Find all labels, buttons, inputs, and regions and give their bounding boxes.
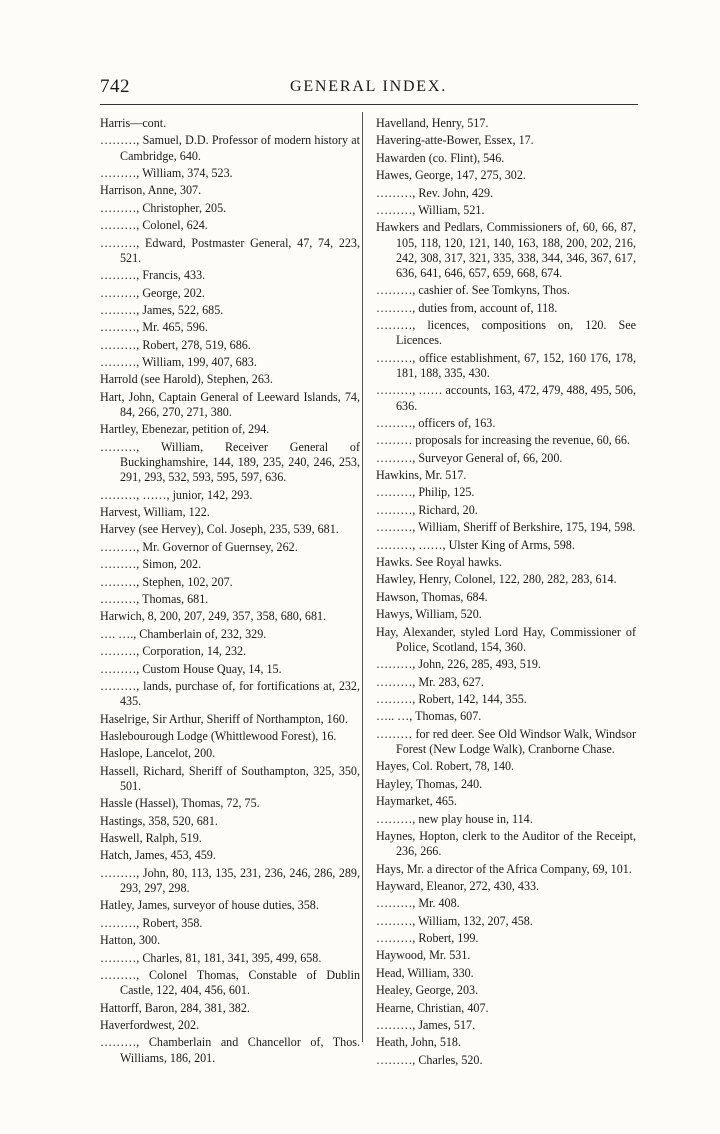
index-entry: ………, Robert, 358.	[100, 915, 203, 930]
right-index-column	[376, 116, 636, 1070]
index-entry: Hawys, William, 520.	[376, 607, 482, 622]
index-entry: ………, Samuel, D.D. Professor of modern history at Cambridge, 640.	[100, 133, 360, 163]
index-entry: ………, Robert, 142, 144, 355.	[376, 691, 527, 706]
left-index-column	[100, 116, 360, 1068]
column-divider	[362, 112, 363, 1042]
index-entry: Hawson, Thomas, 684.	[376, 589, 488, 604]
index-entry: ………, John, 80, 113, 135, 231, 236, 246, 286, 289, 293, 297, 298.	[100, 865, 360, 896]
index-entry: ………, duties from, account of, 118.	[376, 300, 558, 315]
index-entry: ………, Custom House Quay, 14, 15.	[100, 661, 282, 676]
index-entry: Hatch, James, 453, 459.	[100, 848, 216, 863]
index-entry: Hartley, Ebenezar, petition of, 294.	[100, 422, 270, 437]
index-entry: Hays, Mr. a director of the Africa Company, 69, 101.	[376, 861, 632, 876]
index-entry: ………, …… accounts, 163, 472, 479, 488, 495, 506, 636.	[376, 383, 636, 413]
header-rule	[100, 104, 638, 105]
index-entry: ……… proposals for increasing the revenue, 60, 66.	[376, 433, 630, 448]
index-entry: ………, Surveyor General of, 66, 200.	[376, 450, 563, 465]
index-entry: Hearne, Christian, 407.	[376, 1000, 489, 1015]
index-entry: ………, William, 521.	[376, 202, 485, 217]
index-entry: Haswell, Ralph, 519.	[100, 831, 202, 846]
index-entry: ………, Charles, 520.	[376, 1052, 483, 1067]
index-entry: ………, Mr. Governor of Guernsey, 262.	[100, 539, 298, 554]
index-entry: Healey, George, 203.	[376, 983, 479, 998]
index-entry: ………, Rev. John, 429.	[376, 185, 494, 200]
index-entry: Haymarket, 465.	[376, 794, 457, 809]
index-entry: ………, office establishment, 67, 152, 160 176, 178, 181, 188, 335, 430.	[376, 350, 636, 380]
index-entry: ………, lands, purchase of, for fortifications at, 232, 435.	[100, 678, 360, 709]
index-entry: ………, William, Sheriff of Berkshire, 175, 194, 598.	[376, 520, 636, 535]
index-entry: Hawks. See Royal hawks.	[376, 555, 502, 570]
page-number: 742	[100, 76, 130, 97]
index-entry: Haselrige, Sir Arthur, Sheriff of Northampton, 160.	[100, 711, 348, 726]
page-header	[100, 76, 640, 102]
index-entry: Hawarden (co. Flint), 546.	[376, 150, 505, 165]
index-entry: Hayes, Col. Robert, 78, 140.	[376, 759, 515, 774]
index-entry: Harvest, William, 122.	[100, 505, 210, 520]
index-entry: ………, Chamberlain and Chancellor of, Thos. Williams, 186, 201.	[100, 1035, 360, 1065]
index-entry: ………, Thomas, 681.	[100, 592, 209, 606]
index-entry: ………, Simon, 202.	[100, 557, 202, 572]
index-entry: Haverfordwest, 202.	[100, 1018, 200, 1033]
index-entry: ………, Charles, 81, 181, 341, 395, 499, 658.	[100, 950, 322, 965]
index-entry: ………, William, Receiver General of Buckinghamshire, 144, 189, 235, 240, 246, 253, 291, 293, 532, 593, 595, 597, 636.	[100, 439, 360, 485]
index-entry: ………, Edward, Postmaster General, 47, 74, 223, 521.	[100, 235, 360, 265]
index-entry: Hatley, James, surveyor of house duties, 358.	[100, 898, 319, 913]
index-entry: Havering-atte-Bower, Essex, 17.	[376, 133, 534, 148]
index-entry: Hattorff, Baron, 284, 381, 382.	[100, 1000, 250, 1015]
index-entry: Harrison, Anne, 307.	[100, 183, 202, 198]
running-head: GENERAL INDEX.	[290, 78, 448, 95]
index-entry: Hastings, 358, 520, 681.	[100, 813, 218, 828]
index-entry: Hayward, Eleanor, 272, 430, 433.	[376, 878, 540, 893]
index-entry: Hassle (Hassel), Thomas, 72, 75.	[100, 796, 260, 811]
index-entry: ………, Mr. 465, 596.	[100, 320, 208, 335]
index-entry: ………, ……, Ulster King of Arms, 598.	[376, 537, 575, 552]
index-entry: Harvey (see Hervey), Col. Joseph, 235, 539, 681.	[100, 522, 339, 537]
index-entry: Head, William, 330.	[376, 965, 474, 980]
index-entry: Harrold (see Harold), Stephen, 263.	[100, 372, 273, 387]
index-entry: ………, Francis, 433.	[100, 268, 206, 283]
index-entry: ………, Christopher, 205.	[100, 200, 227, 215]
index-entry: Havelland, Henry, 517.	[376, 116, 489, 130]
index-entry: ………, cashier of. See Tomkyns, Thos.	[376, 283, 570, 298]
index-entry: ………, James, 522, 685.	[100, 302, 224, 317]
index-entry: ………, Robert, 199.	[376, 931, 479, 946]
index-entry: ………, Robert, 278, 519, 686.	[100, 337, 251, 352]
index-entry: ………, Corporation, 14, 232.	[100, 644, 247, 659]
index-entry: ………, officers of, 163.	[376, 415, 496, 430]
index-entry: ………, Philip, 125.	[376, 485, 475, 500]
index-entry: ………, James, 517.	[376, 1018, 476, 1033]
index-entry: ………, William, 199, 407, 683.	[100, 355, 257, 370]
index-entry: Hayley, Thomas, 240.	[376, 776, 483, 791]
index-entry: Haynes, Hopton, clerk to the Auditor of the Receipt, 236, 266.	[376, 828, 636, 859]
index-entry: Haslebourough Lodge (Whittlewood Forest), 16.	[100, 728, 337, 743]
index-entry: Hawley, Henry, Colonel, 122, 280, 282, 283, 614.	[376, 572, 617, 587]
index-entry: ………, Richard, 20.	[376, 502, 478, 517]
index-entry: ………, Mr. 283, 627.	[376, 674, 484, 689]
index-entry: Heath, John, 518.	[376, 1035, 461, 1050]
index-entry: Hawkins, Mr. 517.	[376, 468, 467, 483]
index-entry: Hart, John, Captain General of Leeward Islands, 74, 84, 266, 270, 271, 380.	[100, 389, 360, 420]
index-entry: Hawes, George, 147, 275, 302.	[376, 168, 526, 183]
index-entry: Hay, Alexander, styled Lord Hay, Commissioner of Police, Scotland, 154, 360.	[376, 624, 636, 654]
index-entry: ………, Colonel Thomas, Constable of Dublin Castle, 122, 404, 456, 601.	[100, 968, 360, 998]
index-entry: ………, Colonel, 624.	[100, 218, 208, 233]
index-entry: Harwich, 8, 200, 207, 249, 357, 358, 680, 681.	[100, 609, 327, 624]
index-entry: ………, George, 202.	[100, 285, 205, 300]
index-entry: Hawkers and Pedlars, Commissioners of, 60, 66, 87, 105, 118, 120, 121, 140, 163, 188, 200, 202, 216, 242, 308, 317, 321, 335, 338, 344, 346, 367, 617, 636, 641, 646, 657, 659, 668, 674.	[376, 220, 636, 280]
index-entry: Haslope, Lancelot, 200.	[100, 746, 216, 761]
index-entry: ………, William, 132, 207, 458.	[376, 913, 533, 928]
index-entry: ………, John, 226, 285, 493, 519.	[376, 657, 541, 672]
index-entry: Hassell, Richard, Sheriff of Southampton, 325, 350, 501.	[100, 763, 360, 793]
index-entry: ………, licences, compositions on, 120. See Licences.	[376, 318, 636, 348]
index-entry: ….. …, Thomas, 607.	[376, 709, 482, 724]
index-entry: Hatton, 300.	[100, 933, 161, 948]
index-entry: ……… for red deer. See Old Windsor Walk, Windsor Forest (New Lodge Walk), Cranborne Chase.	[376, 726, 636, 756]
index-entry: ………, Mr. 408.	[376, 896, 460, 911]
index-entry: Harris—cont.	[100, 116, 167, 130]
index-entry: ………, William, 374, 523.	[100, 165, 233, 180]
index-entry: …. …., Chamberlain of, 232, 329.	[100, 626, 267, 641]
index-entry: ………, ……, junior, 142, 293.	[100, 487, 253, 502]
index-entry: ………, new play house in, 114.	[376, 811, 533, 826]
index-entry: ………, Stephen, 102, 207.	[100, 574, 233, 589]
index-entry: Haywood, Mr. 531.	[376, 948, 471, 963]
